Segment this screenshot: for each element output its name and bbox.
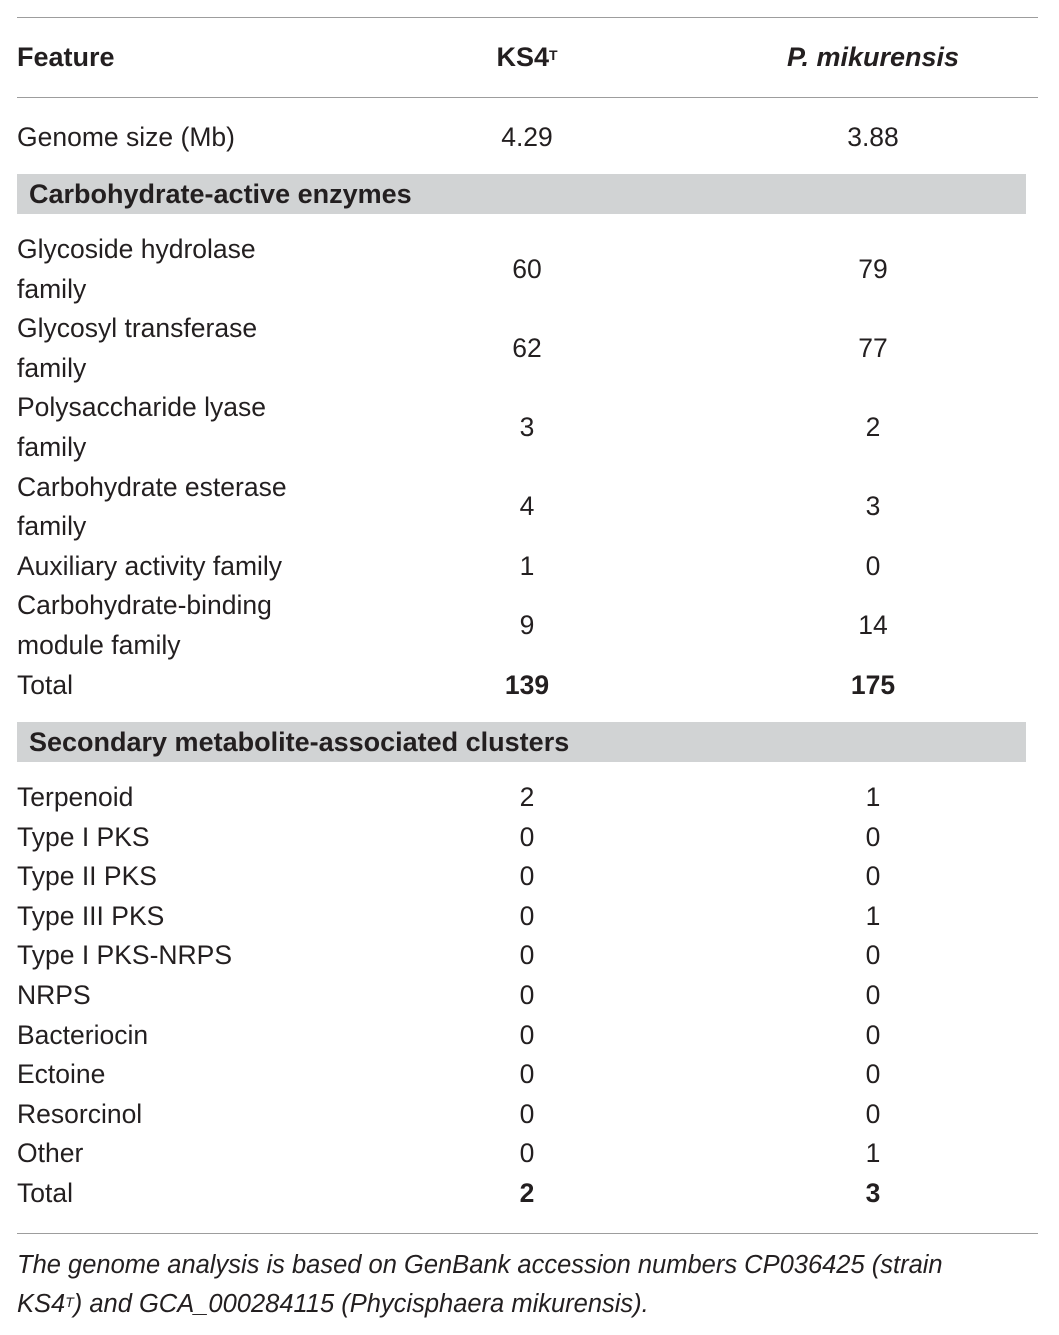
- row-label: Type I PKS-NRPS: [17, 940, 233, 971]
- table-row: Auxiliary activity family 1 0: [17, 547, 1038, 587]
- row-label: Glycosyl transferase family: [17, 313, 258, 383]
- row-label: Carbohydrate-binding module family: [17, 590, 272, 660]
- row-label: Auxiliary activity family: [17, 550, 283, 581]
- row-label: Type II PKS: [17, 861, 157, 892]
- row-label: Carbohydrate esterase family: [17, 471, 287, 542]
- row-label: Ectoine: [17, 1059, 106, 1090]
- top-rule: [17, 17, 1038, 18]
- table-row: Glycoside hydrolase family 60 79: [17, 230, 1038, 309]
- row-label: Type III PKS: [17, 900, 165, 931]
- header-rule: [17, 97, 1038, 98]
- section-secondary: Secondary metabolite-associated clusters: [17, 722, 1026, 762]
- row-label: Polysaccharide lyase family: [17, 392, 266, 462]
- bottom-rule: [17, 1233, 1038, 1234]
- row-label: Type I PKS: [17, 821, 150, 852]
- row-label: Bacteriocin: [17, 1019, 149, 1050]
- row-label: Glycoside hydrolase family: [17, 234, 256, 304]
- table-row: Polysaccharide lyase family 3 2: [17, 388, 1038, 467]
- row-label: NRPS: [17, 980, 91, 1010]
- section-cazy: Carbohydrate-active enzymes: [17, 174, 1026, 214]
- row-label: Resorcinol: [17, 1098, 143, 1129]
- row-label: Terpenoid: [17, 782, 134, 812]
- row-label: Genome size (Mb): [17, 122, 235, 152]
- header-feature: Feature: [17, 42, 115, 72]
- row-label: Other: [17, 1138, 84, 1169]
- table-footnote: The genome analysis is based on GenBank accession numbers CP036425 (strain $KS4^T$) and GCA_000284115 (Phycisphaera mikurensis).: [17, 1251, 943, 1318]
- row-label: Total: [17, 670, 73, 700]
- table-row: Glycosyl transferase family 62 77: [17, 309, 1038, 388]
- row-label: Total: [17, 1178, 73, 1208]
- table-row: Carbohydrate-binding module family 9 14: [17, 586, 1038, 665]
- table-row: Carbohydrate esterase family 4 3: [17, 468, 1038, 547]
